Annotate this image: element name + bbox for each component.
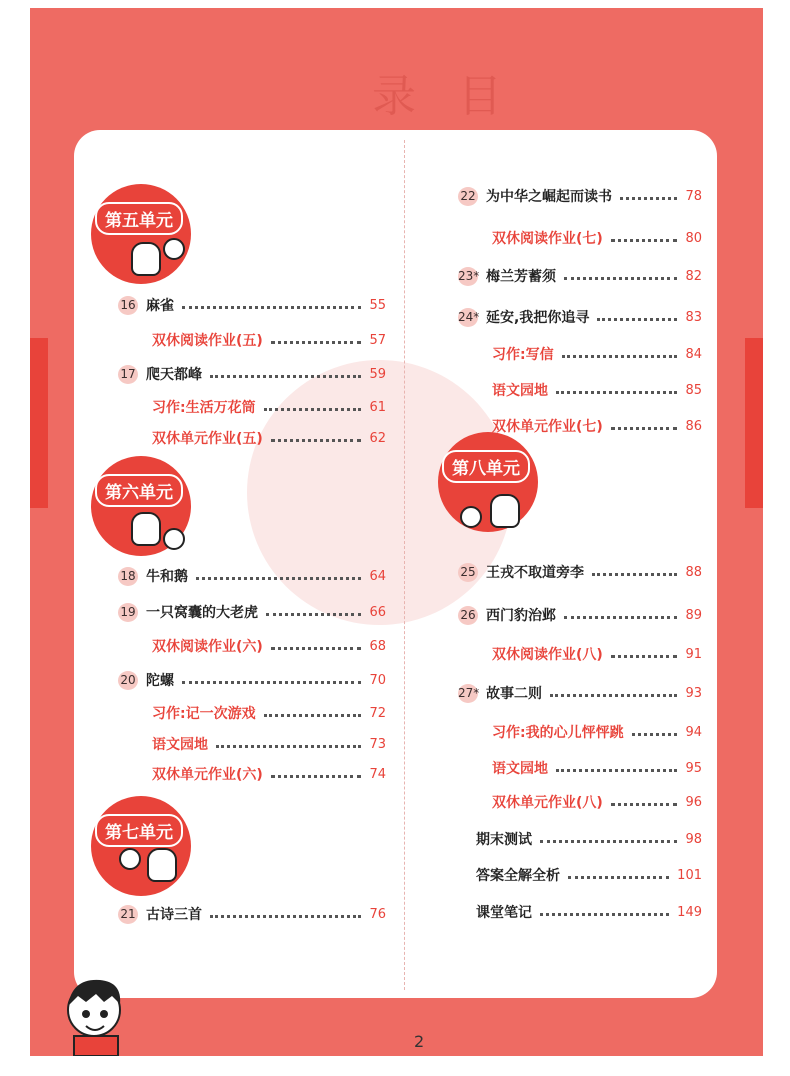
entry-page-number: 55 <box>369 297 386 313</box>
dot-leader <box>597 318 677 321</box>
entry-title: 双休单元作业(七) <box>492 419 603 435</box>
lesson-number-badge: 19 <box>118 603 138 622</box>
dot-leader <box>568 876 669 879</box>
unit-label: 第六单元 <box>95 474 183 507</box>
entry-page-number: 66 <box>369 604 386 620</box>
dot-leader <box>632 733 678 736</box>
toc-entry[interactable] <box>118 364 386 384</box>
dot-leader <box>611 655 678 658</box>
entry-title: 故事二则 <box>486 686 542 702</box>
dot-leader <box>271 341 362 344</box>
lesson-number-badge: 20 <box>118 671 138 690</box>
entry-page-number: 80 <box>685 230 702 246</box>
unit-badge-8 <box>438 432 538 532</box>
entry-title: 双休阅读作业(五) <box>152 333 263 349</box>
toc-entry[interactable] <box>118 602 386 622</box>
entry-page-number: 89 <box>685 607 702 623</box>
entry-page-number: 86 <box>685 418 702 434</box>
contents-card <box>74 130 717 998</box>
entry-title: 双休阅读作业(七) <box>492 231 603 247</box>
dot-leader <box>556 769 677 772</box>
entry-title: 一只窝囊的大老虎 <box>146 605 258 621</box>
entry-page-number: 70 <box>369 672 386 688</box>
entry-page-number: 73 <box>369 736 386 752</box>
dot-leader <box>611 239 678 242</box>
mascot-icon <box>147 848 177 882</box>
entry-title: 梅兰芳蓄须 <box>486 269 556 285</box>
entry-page-number: 98 <box>685 831 702 847</box>
unit-label: 第五单元 <box>95 202 183 235</box>
toc-entry[interactable] <box>152 330 386 350</box>
entry-title: 西门豹治邺 <box>486 608 556 624</box>
entry-title: 爬天都峰 <box>146 367 202 383</box>
entry-page-number: 62 <box>369 430 386 446</box>
dot-leader <box>196 577 361 580</box>
dot-leader <box>620 197 677 200</box>
toc-entry[interactable] <box>152 703 386 723</box>
page-number: 2 <box>414 1032 425 1051</box>
toc-entry[interactable] <box>458 562 702 582</box>
entry-title: 习作:写信 <box>492 347 554 363</box>
entry-title: 双休单元作业(五) <box>152 431 263 447</box>
dot-leader <box>592 573 677 576</box>
side-tab-left <box>30 338 48 508</box>
entry-title: 习作:记一次游戏 <box>152 706 256 722</box>
toc-entry[interactable] <box>152 734 386 754</box>
entry-page-number: 88 <box>685 564 702 580</box>
entry-page-number: 72 <box>369 705 386 721</box>
dot-leader <box>540 840 677 843</box>
dot-leader <box>182 681 361 684</box>
dot-leader <box>540 913 669 916</box>
toc-entry[interactable] <box>152 397 386 417</box>
lesson-number-badge: 16 <box>118 296 138 315</box>
toc-entry[interactable] <box>118 295 386 315</box>
toc-entry[interactable] <box>458 683 702 703</box>
lesson-number-badge: 26 <box>458 606 478 625</box>
entry-title: 语文园地 <box>152 737 208 753</box>
toc-entry[interactable] <box>492 416 702 436</box>
dot-leader <box>264 714 362 717</box>
toc-entry[interactable] <box>492 380 702 400</box>
entry-title: 答案全解全析 <box>476 868 560 884</box>
entry-page-number: 93 <box>685 685 702 701</box>
toc-entry[interactable] <box>492 792 702 812</box>
entry-title: 习作:生活万花筒 <box>152 400 256 416</box>
entry-title: 麻雀 <box>146 298 174 314</box>
dot-leader <box>564 616 677 619</box>
dot-leader <box>210 375 361 378</box>
unit-label: 第七单元 <box>95 814 183 847</box>
toc-entry[interactable] <box>492 758 702 778</box>
toc-entry[interactable] <box>118 670 386 690</box>
side-tab-right <box>745 338 763 508</box>
unit-badge-6 <box>91 456 191 556</box>
entry-page-number: 78 <box>685 188 702 204</box>
dot-leader <box>264 408 362 411</box>
soccer-ball-icon <box>460 506 482 528</box>
entry-title: 古诗三首 <box>146 907 202 923</box>
entry-page-number: 94 <box>685 724 702 740</box>
entry-page-number: 57 <box>369 332 386 348</box>
entry-title: 陀螺 <box>146 673 174 689</box>
toc-entry[interactable] <box>476 829 702 849</box>
toc-entry[interactable] <box>458 605 702 625</box>
entry-title: 双休阅读作业(六) <box>152 639 263 655</box>
entry-title: 课堂笔记 <box>476 905 532 921</box>
lesson-number-badge: 22 <box>458 187 478 206</box>
unit-badge-7 <box>91 796 191 896</box>
entry-page-number: 95 <box>685 760 702 776</box>
entry-title: 习作:我的心儿怦怦跳 <box>492 725 624 741</box>
soccer-ball-icon <box>163 238 185 260</box>
watermark-title: 录 目 <box>372 71 516 122</box>
toc-entry[interactable] <box>492 344 702 364</box>
entry-page-number: 59 <box>369 366 386 382</box>
toc-entry[interactable] <box>458 186 702 206</box>
column-divider <box>404 140 405 990</box>
lesson-number-badge: 27* <box>458 684 478 703</box>
entry-title: 延安,我把你追寻 <box>486 310 590 326</box>
entry-page-number: 101 <box>677 867 702 883</box>
dot-leader <box>271 647 362 650</box>
entry-title: 王戎不取道旁李 <box>486 565 584 581</box>
mascot-icon <box>131 512 161 546</box>
entry-title: 双休阅读作业(八) <box>492 647 603 663</box>
toc-entry[interactable] <box>152 428 386 448</box>
entry-title: 牛和鹅 <box>146 569 188 585</box>
entry-page-number: 149 <box>677 904 702 920</box>
entry-page-number: 85 <box>685 382 702 398</box>
unit-label: 第八单元 <box>442 450 530 483</box>
lesson-number-badge: 23* <box>458 267 478 286</box>
lesson-number-badge: 18 <box>118 567 138 586</box>
entry-page-number: 61 <box>369 399 386 415</box>
lesson-number-badge: 24* <box>458 308 478 327</box>
dot-leader <box>562 355 678 358</box>
entry-title: 语文园地 <box>492 383 548 399</box>
toc-entry[interactable] <box>492 644 702 664</box>
dot-leader <box>210 915 361 918</box>
unit-badge-5 <box>91 184 191 284</box>
dot-leader <box>182 306 361 309</box>
soccer-ball-icon <box>163 528 185 550</box>
dot-leader <box>564 277 677 280</box>
toc-entry[interactable] <box>458 307 702 327</box>
entry-title: 双休单元作业(八) <box>492 795 603 811</box>
entry-page-number: 82 <box>685 268 702 284</box>
dot-leader <box>271 775 362 778</box>
entry-page-number: 64 <box>369 568 386 584</box>
entry-title: 语文园地 <box>492 761 548 777</box>
toc-entry[interactable] <box>152 636 386 656</box>
toc-entry[interactable] <box>476 902 702 922</box>
mascot-icon <box>131 242 161 276</box>
entry-page-number: 84 <box>685 346 702 362</box>
entry-page-number: 76 <box>369 906 386 922</box>
dot-leader <box>216 745 361 748</box>
dot-leader <box>266 613 361 616</box>
cartoon-boy-icon <box>52 966 142 1056</box>
entry-page-number: 74 <box>369 766 386 782</box>
entry-page-number: 68 <box>369 638 386 654</box>
mascot-icon <box>490 494 520 528</box>
lesson-number-badge: 21 <box>118 905 138 924</box>
dot-leader <box>611 803 678 806</box>
entry-title: 期末测试 <box>476 832 532 848</box>
dot-leader <box>550 694 677 697</box>
dot-leader <box>611 427 678 430</box>
soccer-ball-icon <box>119 848 141 870</box>
entry-title: 为中华之崛起而读书 <box>486 189 612 205</box>
dot-leader <box>271 439 362 442</box>
toc-entry[interactable] <box>476 865 702 885</box>
toc-entry[interactable] <box>118 566 386 586</box>
entry-page-number: 96 <box>685 794 702 810</box>
toc-entry[interactable] <box>118 904 386 924</box>
toc-entry[interactable] <box>492 228 702 248</box>
entry-title: 双休单元作业(六) <box>152 767 263 783</box>
toc-entry[interactable] <box>152 764 386 784</box>
dot-leader <box>556 391 677 394</box>
page-background <box>30 8 763 1056</box>
lesson-number-badge: 25 <box>458 563 478 582</box>
toc-entry[interactable] <box>458 266 702 286</box>
lesson-number-badge: 17 <box>118 365 138 384</box>
entry-page-number: 91 <box>685 646 702 662</box>
toc-entry[interactable] <box>492 722 702 742</box>
entry-page-number: 83 <box>685 309 702 325</box>
